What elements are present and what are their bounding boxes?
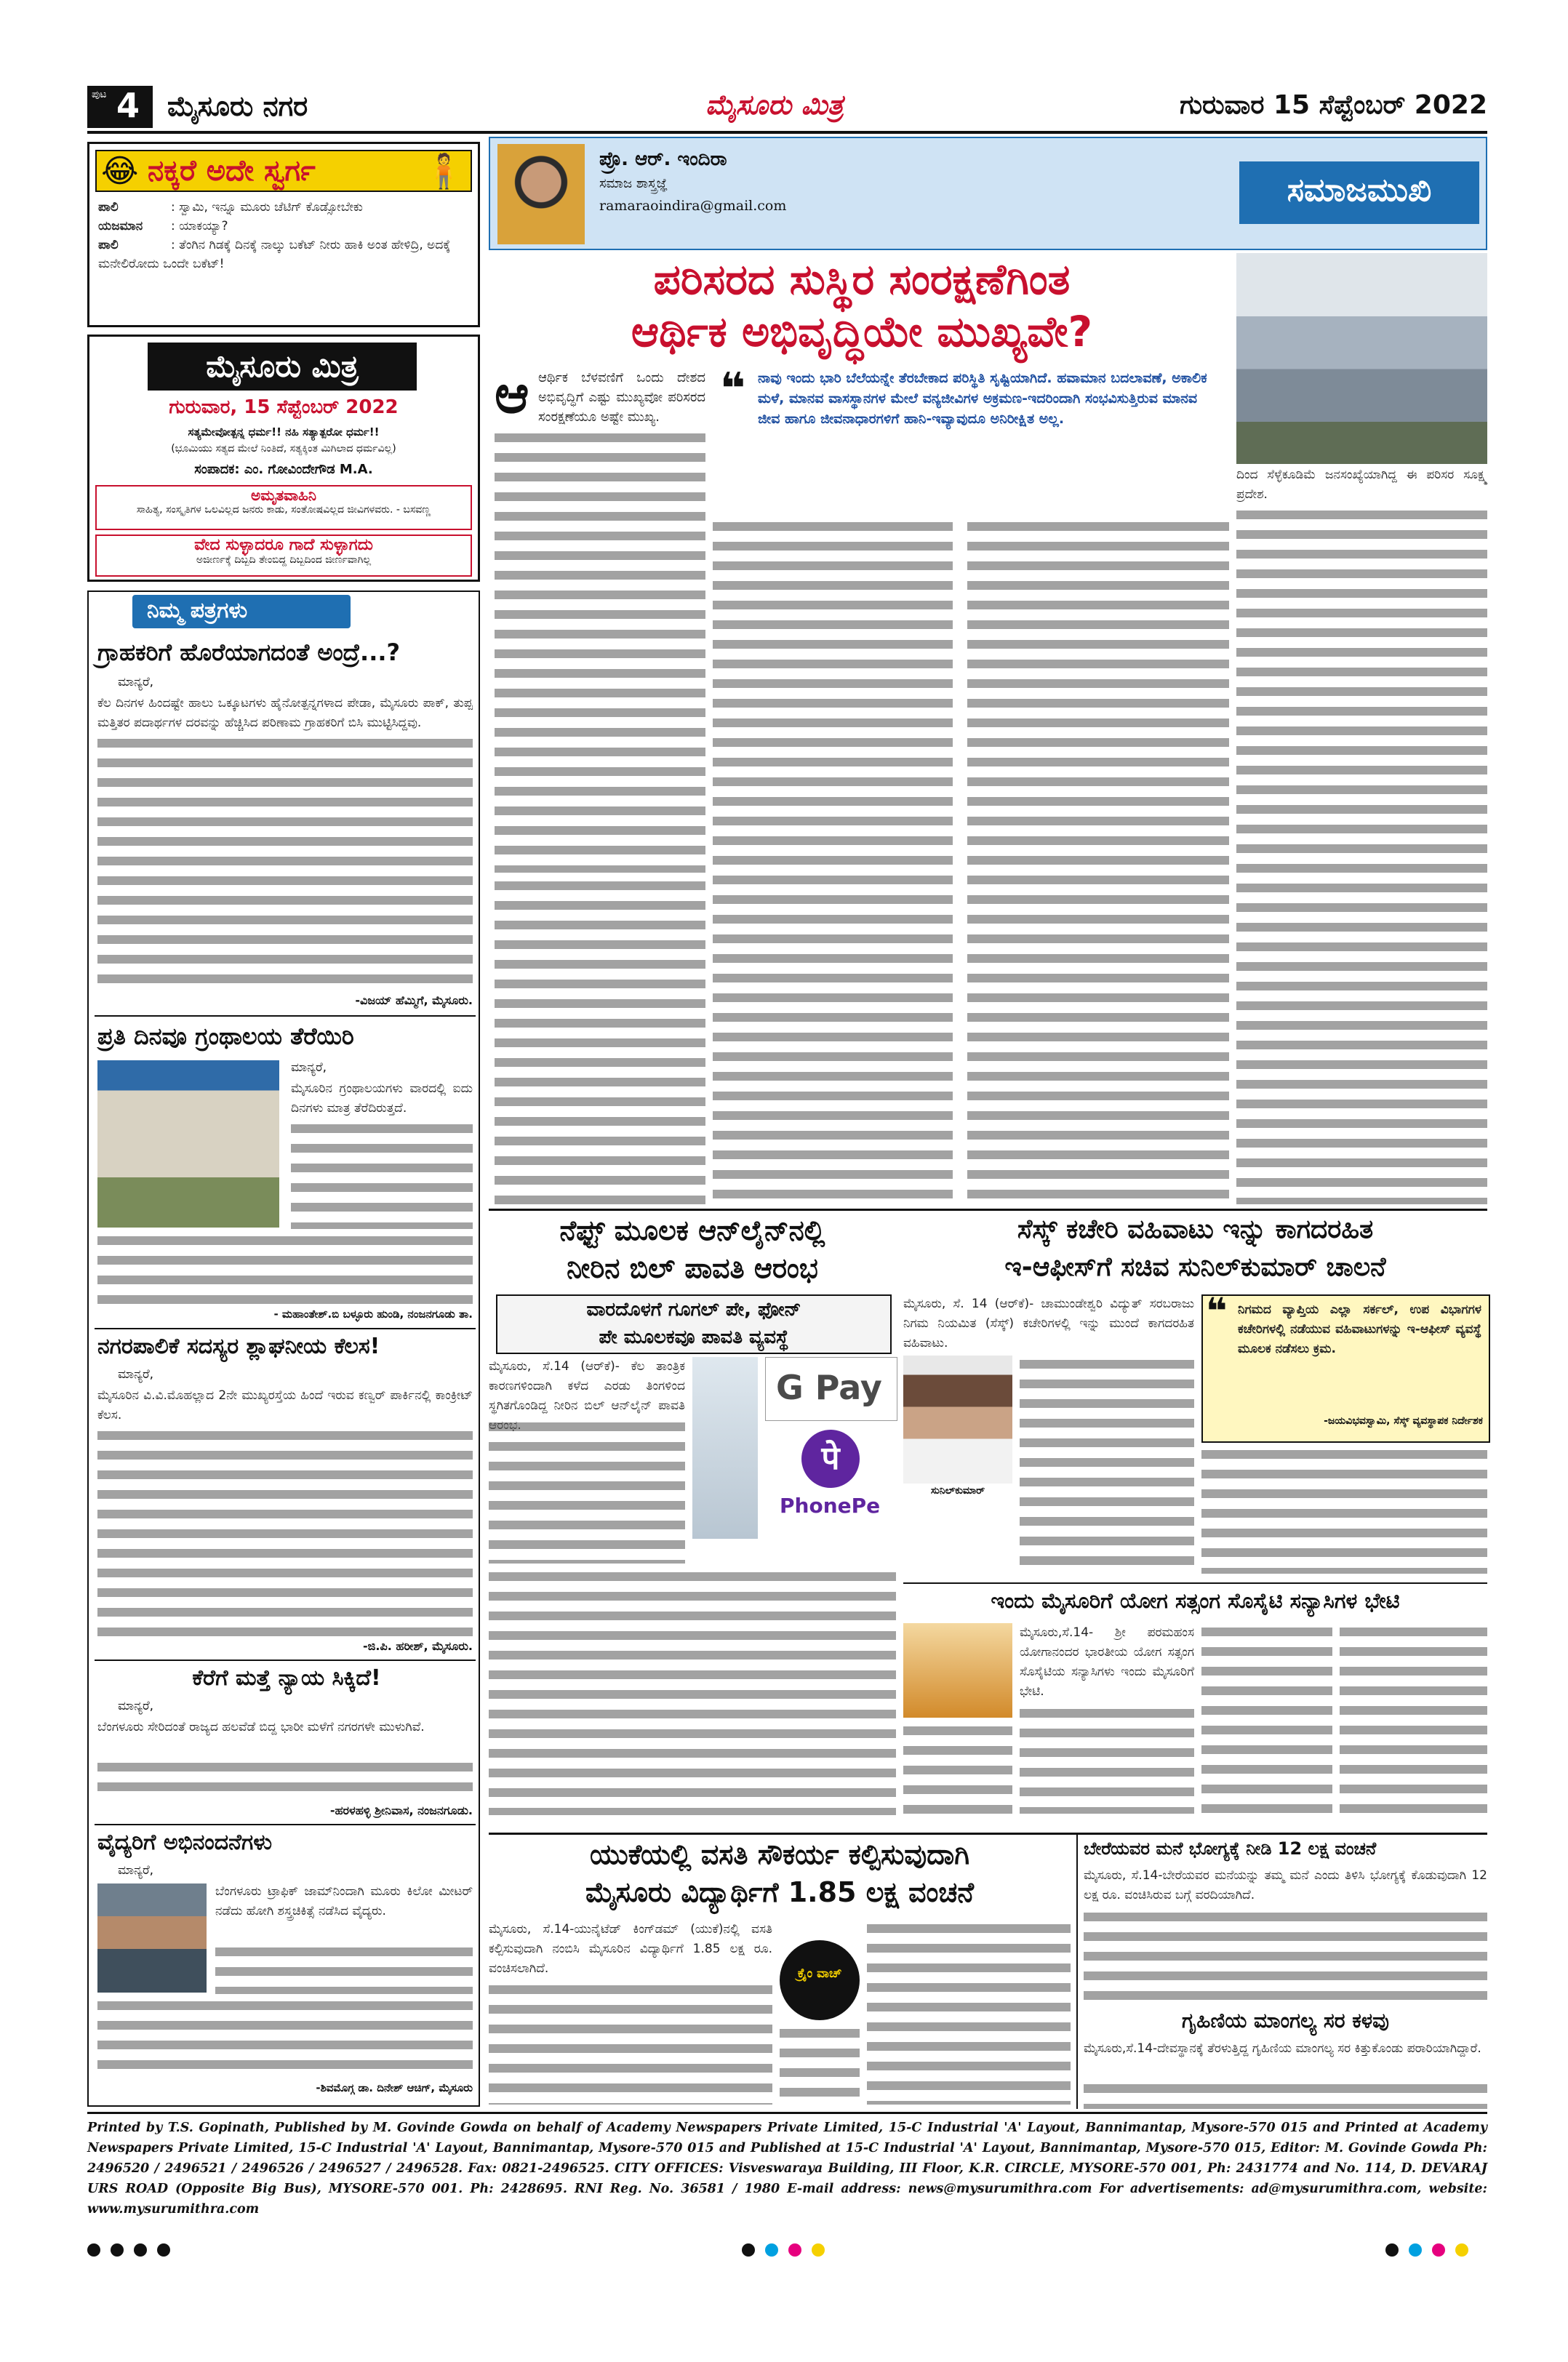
humor-line: ಯಜಮಾನ : ಯಾಕಯ್ಯಾ?: [98, 219, 228, 233]
letter-salutation: ಮಾನ್ಯರೆ,: [291, 1060, 327, 1075]
quote-mark-icon: ❝: [720, 364, 746, 415]
letter-body: ಬೆಂಗಳೂರು ಟ್ರಾಫಿಕ್ ಜಾಮ್‌ನಿಂದಾಗಿ ಮೂರು ಕಿಲೋ ಮೀಟರ್ ನಡೆದು ಹೋಗಿ ಶಸ್ತ್ರಚಿಕಿತ್ಸೆ ನಡೆಸಿದ ವೈದ್ಯರು.: [215, 1884, 473, 1918]
tap-graphic: [692, 1357, 758, 1539]
registration-marks-center: [742, 2243, 844, 2259]
cess-story: [903, 1214, 1487, 1578]
letter-body: ಮೈಸೂರಿನ ಗ್ರಂಥಾಲಯಗಳು ವಾರದಲ್ಲಿ ಐದು ದಿನಗಳು ಮಾತ್ರ ತೆರೆದಿರುತ್ತದೆ.: [291, 1081, 473, 1116]
divider: [95, 1660, 476, 1661]
registration-marks-right: [1385, 2243, 1487, 2259]
gpay-label: G Pay: [776, 1368, 882, 1407]
doctor-photo: [97, 1883, 207, 1993]
neft-dateline: ಮೈಸೂರು, ಸೆ.14 (ಆರ್‌ಕೆ)- ಕೆಲ ತಾಂತ್ರಿಕ ಕಾರಣಗಳಿಂದಾಗಿ ಕಳೆದ ಎರಡು ತಿಂಗಳಿಂದ ಸ್ಥಗಿತಗೊಂಡಿದ್ದ ನೀರಿನ ಬಿಲ್ ಆನ್‌ಲೈನ್ ಪಾವತಿ: [489, 1359, 685, 1413]
masthead-editor: ಸಂಪಾದಕ: ಎಂ. ಗೋವಿಂದೇಗೌಡ M.A.: [194, 462, 373, 477]
article-text: [495, 877, 705, 1206]
uk-story: [489, 1838, 1071, 2107]
letter-title: ಪ್ರತಿ ದಿನವೂ ಗ್ರಂಥಾಲಯ ತೆರೆಯಿರಿ: [97, 1022, 354, 1050]
yoga-text: [1020, 1705, 1194, 1814]
amrita-box: [95, 485, 472, 530]
cess-text: [1201, 1446, 1487, 1574]
section-name: ಮೈಸೂರು ನಗರ: [167, 90, 308, 122]
yoga-text: [903, 1722, 1012, 1814]
letter-salutation: ಮಾನ್ಯರೆ,: [118, 1367, 154, 1382]
chain-dateline: ಮೈಸೂರು,ಸೆ.14-ದೇವಸ್ಥಾನಕ್ಕೆ ತೆರಳುತ್ತಿದ್ದ ಗೃಹಿಣಿಯ ಮಾಂಗಲ್ಯ ಸರ ಕಿತ್ತುಕೊಂಡು ಪರಾರಿಯಾಗಿದ್ದಾರೆ.: [1084, 2041, 1481, 2056]
uk-headline: ಮೈಸೂರು ವಿದ್ಯಾರ್ಥಿಗೆ 1.85 ಲಕ್ಷ ವಂಚನೆ: [585, 1876, 974, 1908]
crime-watch-label: ಕ್ರೈಂ ವಾಚ್: [797, 1966, 842, 1981]
uk-text: [489, 1981, 772, 2105]
registration-marks-left: [87, 2243, 189, 2259]
divider: [903, 1582, 1487, 1584]
article-text: [495, 429, 705, 873]
neft-headline: ನೆಫ್ಟ್ ಮೂಲಕ ಆನ್‌ಲೈನ್‌ನಲ್ಲಿ: [559, 1214, 825, 1246]
neft-subhead-box: [496, 1294, 892, 1354]
yoga-text: [1340, 1623, 1487, 1814]
humor-line: ಪಾಲಿ : ಸ್ವಾಮಿ, ಇನ್ನೂ ಮೂರು ಚೆಟಿಗ್ ಕೊಡ್ಸೋಬೇಕು: [98, 200, 363, 215]
registration-dot-icon: [134, 2243, 147, 2257]
uk-text: [780, 2025, 860, 2105]
proverb-box: [95, 535, 472, 577]
letter-body-continued: [97, 1758, 473, 1802]
letter-body: ಬೆಂಗಳೂರು ಸೇರಿದಂತೆ ರಾಜ್ಯದ ಹಲವೆಡೆ ಬಿದ್ದ ಭಾರೀ ಮಳೆಗೆ ನಗರಗಳೇ ಮುಳುಗಿವೆ.: [97, 1720, 425, 1734]
divider: [95, 1824, 476, 1825]
pull-quote-text: ನಾವು ಇಂದು ಭಾರಿ ಬೆಲೆಯನ್ನೇ ತೆರಬೇಕಾದ ಪರಿಸ್ಥಿತಿ ಸೃಷ್ಟಿಯಾಗಿದೆ. ಹವಾಮಾನ ಬದಲಾವಣೆ, ಅಕಾಲಿಕ ಮಳೆ, ಮಾನವ ವಾಸಸ್ಥಾನಗಳ ಮೇಲೆ ವನ್ಯಜೀವಿಗಳ ಅಕ್ರಮಣ-ಇದರಿಂದಾಗಿ ಸಂಭವಿಸುತ್ತಿರುವ ಮಾನವ ಜೀವ ಹಾಗೂ ಜೀವನಾಧಾರಗಳಿಗೆ ಹಾನಿ-ಇವ್ಯಾವುದೂ ಅನಿರೀಕ್ಷಿತ ಅಲ್ಲ.: [758, 370, 1207, 427]
registration-dot-icon: [765, 2243, 778, 2257]
yoga-headline: ಇಂದು ಮೈಸೂರಿಗೆ ಯೋಗ ಸತ್ಸಂಗ ಸೊಸೈಟಿ ಸನ್ಯಾಸಿಗಳ ಭೇಟಿ: [991, 1588, 1400, 1613]
letter-salutation: ಮಾನ್ಯರೆ,: [118, 675, 154, 689]
chain-text: [1084, 2080, 1487, 2109]
letter-body-continued: [291, 1120, 473, 1229]
phonepe-label: PhonePe: [780, 1494, 881, 1518]
letter-title: ಗ್ರಾಹಕರಿಗೆ ಹೊರೆಯಾಗದಂತೆ ಅಂದ್ರೆ...?: [97, 638, 401, 666]
gpay-logo: [765, 1357, 897, 1421]
masthead-small: ಮೈಸೂರು ಮಿತ್ರ: [705, 89, 844, 121]
masthead-motto: ಸತ್ಯಮೇವೋತ್ಪನ್ನ ಧರ್ಮ!! ನಹಿ ಸತ್ಯಾತ್ಪರೋ ಧರ್ಮ!!: [188, 425, 380, 439]
header-rule: [87, 131, 1487, 134]
letters-banner-label: ನಿಮ್ಮ ಪತ್ರಗಳು: [147, 598, 248, 623]
letter-body-continued: [97, 1427, 473, 1638]
letters-section: [87, 590, 480, 2107]
footer-imprint: Printed by T.S. Gopinath, Published by M. Govinde Gowda on behalf of Academy Newspapers Private Limited, 15-C Industrial 'A' Layout, Bannimantap, Mysore-570 015 and Printed at Academy Newspapers Private Limited, 15-C Industrial 'A' Layout, Bannimantap, Mysore-570 015 and Published at 15-C Industrial 'A' Layout, Bannimantap, Mysore-570 015, Editor: M. Govinde Gowda Ph: 2496520 / 2496521 / 2496526 / 2496527 / 2496528. Fax: 0821-2496525. CITY OFFICES: Visveswaraya Building, III Floor, K.R. CIRCLE, MYSORE-570 001, Ph: 2431774 and No. 114, D. DEVARAJ URS ROAD (Opposite Big Bus), MYSORE-570 001. Ph: 2428695. RNI Reg. No. 36581 / 1980 E-mail address: news@mysurumithra.com For advertisements: ad@mysurumithra.com, website: www.mysurumithra.com: [87, 2121, 1487, 2217]
letter-signature: -ಜಿ.ಪಿ. ಹರೀಶ್, ಮೈಸೂರು.: [363, 1639, 473, 1653]
divider: [95, 1015, 476, 1017]
divider: [1076, 1833, 1078, 2109]
registration-dot-icon: [812, 2243, 825, 2257]
header-date: ಗುರುವಾರ 15 ಸೆಪ್ಟೆಂಬರ್ 2022: [1180, 90, 1487, 120]
letter-signature: -ಶಿವಮೊಗ್ಗ ಡಾ. ದಿನೇಶ್ ಆಚಿಗ್, ಮೈಸೂರು: [316, 2081, 473, 2094]
letter-body-continued: [215, 1943, 473, 1994]
uk-text: [867, 1920, 1071, 2105]
humor-title-bar: [95, 150, 472, 192]
letter-body: ಮೈಸೂರಿನ ವಿ.ವಿ.ಮೊಹಲ್ಲಾದ 2ನೇ ಮುಖ್ಯರಸ್ತೆಯ ಹಿಂದೆ ಇರುವ ಕಣ್ವರ್ ಪಾರ್ಕಿನಲ್ಲಿ ಕಾಂಕ್ರೀಟ್ ಕೆಲಸ.: [97, 1388, 473, 1422]
chain-snatch-story: [1084, 2009, 1487, 2109]
page-number: 4: [116, 86, 140, 125]
page-header: [87, 86, 1487, 131]
cartoon-icon: 🧍: [423, 151, 465, 191]
letter-signature: - ಮಹಾಂತೇಶ್.ಬಿ ಬಳ್ಳೂರು ಹುಂಡಿ, ನಂಜನಗೂಡು ತಾ.: [273, 1308, 473, 1321]
amrita-text: ಸಾಹಿತ್ಯ, ಸಂಸ್ಕೃತಿಗಳ ಒಲವಿಲ್ಲದ ಜನರು ಕಾಡು, ಸಂತೋಷವಿಲ್ಲದ ಜೀವಿಗಳವರು. - ಬಸವಣ್ಣ: [136, 504, 431, 516]
proverb-text: ಅಜೀರ್ಣಕ್ಕೆ ದಿಬ್ಬದಿ ತೇಂಬಿದ್ದ ದಿಬ್ಬದಿಂದ ಜೀರ್ಣವಾಗಿಲ್ಲ: [196, 554, 372, 566]
masthead-logo: ಮೈಸೂರು ಮಿತ್ರ: [148, 343, 417, 391]
masthead-motto-meaning: (ಭೂಮಿಯು ಸತ್ಯದ ಮೇಲೆ ನಿಂತಿದೆ, ಸತ್ಯಕ್ಕಿಂತ ಮಿಗಿಲಾದ ಧರ್ಮವಿಲ್ಲ): [171, 443, 396, 455]
masthead-box: [87, 335, 480, 582]
lease-headline: ಬೇರೆಯವರ ಮನೆ ಭೋಗ್ಯಕ್ಕೆ ನೀಡಿ 12 ಲಕ್ಷ ವಂಚನೆ: [1084, 1838, 1377, 1859]
cess-text: [1020, 1356, 1194, 1574]
phonepe-icon: पे: [801, 1430, 860, 1488]
letters-banner: [132, 595, 351, 628]
cess-headline: ಸೆಸ್ಕ್ ಕಚೇರಿ ವಹಿವಾಟು ಇನ್ನು ಕಾಗದರಹಿತ: [1017, 1214, 1374, 1244]
registration-dot-icon: [1455, 2243, 1468, 2257]
photo-caption: ದಿಂದ ಸೆಳ್ಳೆಕೂಡಿಮೆ ಜನಸಂಖ್ಯೆಯಾಗಿದ್ದ ಈ ಪರಿಸರ ಸೂಕ್ಷ್ಮ ಪ್ರದೇಶ.: [1236, 468, 1487, 502]
humor-dialogue: [98, 198, 472, 321]
article-text: [713, 518, 953, 1206]
letter-signature: -ವಿಜಯ್ ಹೆಮ್ಮಿಗೆ, ಮೈಸೂರು.: [355, 993, 473, 1007]
author-name: ಪ್ರೊ. ಆರ್. ಇಂದಿರಾ: [599, 148, 727, 170]
page-label: ಪುಟ: [92, 89, 107, 100]
minister-caption: ಸುನಿಲ್‌ಕುಮಾರ್: [930, 1485, 985, 1497]
registration-dot-icon: [742, 2243, 755, 2257]
quote-mark-icon: ❝: [1206, 1290, 1228, 1332]
letter-body-continued: [97, 734, 473, 993]
column-label: [1239, 161, 1479, 224]
lease-dateline: ಮೈಸೂರು, ಸೆ.14-ಬೇರೆಯವರ ಮನೆಯನ್ನು ತಮ್ಮ ಮನೆ ಎಂದು ತಿಳಿಸಿ ಭೋಗ್ಯಕ್ಕೆ ಕೊಡುವುದಾಗಿ 12 ಲಕ್ಷ ರೂ. ವಂಚಿಸಿರುವ ಬಗ್ಗೆ ವರದಿಯಾಗಿದೆ.: [1084, 1868, 1487, 1902]
cess-quote-author: -ಜಯವಿಭವಸ್ವಾಮಿ, ಸೆಸ್ಕ್ ವ್ಯವಸ್ಥಾಪಕ ನಿರ್ದೇಶಕ: [1324, 1415, 1483, 1427]
footer-rule: [87, 2112, 1487, 2114]
author-photo: [497, 144, 585, 244]
amrita-title: ಅಮೃತವಾಹಿನಿ: [251, 487, 316, 504]
page-number-badge: [87, 86, 153, 128]
library-photo: [97, 1060, 279, 1228]
author-email: ramaraoindira@gmail.com: [599, 198, 787, 214]
registration-dot-icon: [1432, 2243, 1445, 2257]
article-lede: ಆರ್ಥಿಕ ಬೆಳವಣಿಗೆ ಒಂದು ದೇಶದ ಅಭಿವೃದ್ಧಿಗೆ ಎಷ್ಟು ಮುಖ್ಯವೋ ಪರಿಸರದ ಸಂರಕ್ಷಣೆಯೂ ಅಷ್ಟೇ ಮುಖ್ಯ.: [538, 370, 705, 425]
cess-dateline: ಮೈಸೂರು, ಸೆ. 14 (ಆರ್‌ಕೆ)- ಚಾಮುಂಡೇಶ್ವರಿ ವಿದ್ಯುತ್ ಸರಬರಾಜು ನಿಗಮ ನಿಯಮಿತ (ಸೆಸ್ಕ್) ಕಚೇರಿಗಳಲ್ಲಿ ಇನ್ನು ಮುಂದೆ ಕಾಗದರಹಿತ ವಹಿವಾಟು.: [903, 1297, 1194, 1350]
registration-dot-icon: [111, 2243, 124, 2257]
letter-title: ಕೆರೆಗೆ ಮತ್ತೆ ನ್ಯಾಯ ಸಿಕ್ಕಿದೆ!: [192, 1665, 381, 1691]
registration-dot-icon: [87, 2243, 100, 2257]
divider: [489, 1209, 1487, 1211]
masthead-date: ಗುರುವಾರ, 15 ಸೆಪ್ಟೆಂಬರ್ 2022: [169, 396, 399, 418]
cess-quote-text: ನಿಗಮದ ವ್ಯಾಪ್ತಿಯ ಎಲ್ಲಾ ಸರ್ಕಲ್, ಉಪ ವಿಭಾಗಗಳ ಕಚೇರಿಗಳಲ್ಲಿ ನಡೆಯುವ ವಹಿವಾಟುಗಳನ್ನು ಇ-ಆಫೀಸ್ ವ್ಯವಸ್ಥೆ ಮೂಲಕ ನಡೆಸಲು ಕ್ರಮ.: [1238, 1302, 1481, 1356]
divider: [95, 1328, 476, 1329]
yoga-photo: [903, 1623, 1012, 1718]
letter-salutation: ಮಾನ್ಯರೆ,: [118, 1863, 154, 1878]
yoga-text: [1201, 1623, 1332, 1814]
letter-title: ವೈದ್ಯರಿಗೆ ಅಭಿನಂದನೆಗಳು: [97, 1830, 273, 1855]
chain-headline: ಗೃಹಿಣಿಯ ಮಾಂಗಲ್ಯ ಸರ ಕಳವು: [1182, 2009, 1389, 2033]
neft-text: [489, 1418, 685, 1564]
article-text: [967, 518, 1229, 1206]
letter-signature: -ಹರಳಹಳ್ಳಿ ಶ್ರೀನಿವಾಸ, ನಂಜನಗೂಡು.: [329, 1803, 473, 1817]
registration-dot-icon: [157, 2243, 170, 2257]
neft-subhead: ವಾರದೊಳಗೆ ಗೂಗಲ್ ಪೇ, ಫೋನ್: [586, 1299, 801, 1321]
neft-headline: ನೀರಿನ ಬಿಲ್ ಪಾವತಿ ಆರಂಭ: [567, 1252, 818, 1284]
cess-quote-box: [1201, 1290, 1490, 1443]
main-headline-line: ಪರಿಸರದ ಸುಸ್ಥಿರ ಸಂರಕ್ಷಣೆಗಿಂತ: [653, 255, 1071, 304]
author-designation: ಸಮಾಜ ಶಾಸ್ತ್ರಜ್ಞೆ: [599, 176, 668, 191]
column-header: [489, 137, 1487, 250]
divider: [489, 1833, 1487, 1835]
phonepe-logo: [765, 1430, 896, 1539]
letter-body-continued: [97, 1232, 473, 1305]
uk-dateline: ಮೈಸೂರು, ಸೆ.14-ಯುನೈಟೆಡ್ ಕಿಂಗ್‌ಡಮ್ (ಯುಕೆ)ನಲ್ಲಿ ವಸತಿ ಕಲ್ಪಿಸುವುದಾಗಿ ನಂಬಿಸಿ ಮೈಸೂರಿನ ವಿದ್ಯಾರ್ಥಿಗೆ 1.85 ಲಕ್ಷ ರೂ. ವಂಚಿಸಲಾಗಿದೆ.: [489, 1922, 772, 1976]
neft-subhead: ಪೇ ಮೂಲಕವೂ ಪಾವತಿ ವ್ಯವಸ್ಥೆ: [599, 1326, 789, 1348]
drop-cap: ಆ: [495, 364, 529, 425]
humor-box: [87, 142, 480, 327]
letter-body: ಕೆಲ ದಿನಗಳ ಹಿಂದಷ್ಟೇ ಹಾಲು ಒಕ್ಕೂಟಗಳು ಹೈನೋತ್ಪನ್ನಗಳಾದ ಪೇಡಾ, ಮೈಸೂರು ಪಾಕ್, ತುಪ್ಪ ಮತ್ತಿತರ ಪದಾರ್ಥಗಳ ದರವನ್ನು ಹೆಚ್ಚಿಸಿದ ಪರಿಣಾಮ ಗ್ರಾಹಕರಿಗೆ ಬಿಸಿ ಮುಟ್ಟಿಸಿದ್ದವು.: [97, 696, 473, 730]
yoga-story: [903, 1588, 1487, 1828]
humor-title: ನಕ್ಕರೆ ಅದೇ ಸ್ವರ್ಗ: [148, 154, 316, 188]
lease-fraud-story: [1084, 1838, 1487, 2006]
letter-salutation: ಮಾನ್ಯರೆ,: [118, 1699, 154, 1713]
pull-quote: [720, 364, 1229, 513]
letter-title: ನಗರಪಾಲಿಕೆ ಸದಸ್ಯರ ಶ್ಲಾಘನೀಯ ಕೆಲಸ!: [97, 1334, 380, 1359]
registration-dot-icon: [788, 2243, 801, 2257]
minister-photo: [903, 1356, 1012, 1484]
uk-headline: ಯುಕೆಯಲ್ಲಿ ವಸತಿ ಸೌಕರ್ಯ ಕಲ್ಪಿಸುವುದಾಗಿ: [589, 1838, 970, 1870]
main-headline-line: ಆರ್ಥಿಕ ಅಭಿವೃದ್ಧಿಯೇ ಮುಖ್ಯವೇ?: [631, 307, 1093, 356]
lease-text: [1084, 1908, 1487, 2006]
humor-line: ಪಾಲಿ : ತೆಂಗಿನ ಗಿಡಕ್ಕೆ ದಿನಕ್ಕೆ ನಾಲ್ಕು ಬಕೆಟ್ ನೀರು ಹಾಕಿ ಅಂತ ಹೇಳಿದ್ರಿ, ಅದಕ್ಕೆ ಮನೇಲಿರೋದು ಒಂದೇ ಬಕೆಟ್!: [98, 238, 451, 271]
laughing-face-icon: 😂: [101, 153, 139, 190]
crime-watch-stamp: [780, 1940, 860, 2020]
main-headline: [495, 253, 1229, 362]
article-text: [1236, 506, 1487, 1204]
city-skyline-photo: [1236, 253, 1487, 464]
registration-dot-icon: [1385, 2243, 1399, 2257]
proverb-title: ವೇದ ಸುಳ್ಳಾದರೂ ಗಾದೆ ಸುಳ್ಳಾಗದು: [194, 536, 373, 554]
registration-dot-icon: [1409, 2243, 1422, 2257]
letter-body-continued: [97, 1997, 473, 2078]
column-label-text: ಸಮಾಜಮುಖಿ: [1287, 172, 1432, 209]
yoga-dateline: ಮೈಸೂರು,ಸೆ.14- ಶ್ರೀ ಪರಮಹಂಸ ಯೋಗಾನಂದರ ಭಾರತೀಯ ಯೋಗ ಸತ್ಸಂಗ ಸೊಸೈಟಿಯ ಸನ್ಯಾಸಿಗಳು ಇಂದು ಮೈಸೂರಿಗೆ ಭೇಟಿ.: [1020, 1625, 1194, 1699]
neft-text: [489, 1568, 896, 1815]
cess-headline: ಇ-ಆಫೀಸ್‌ಗೆ ಸಚಿವ ಸುನಿಲ್‌ಕುಮಾರ್ ಚಾಲನೆ: [1004, 1252, 1386, 1282]
